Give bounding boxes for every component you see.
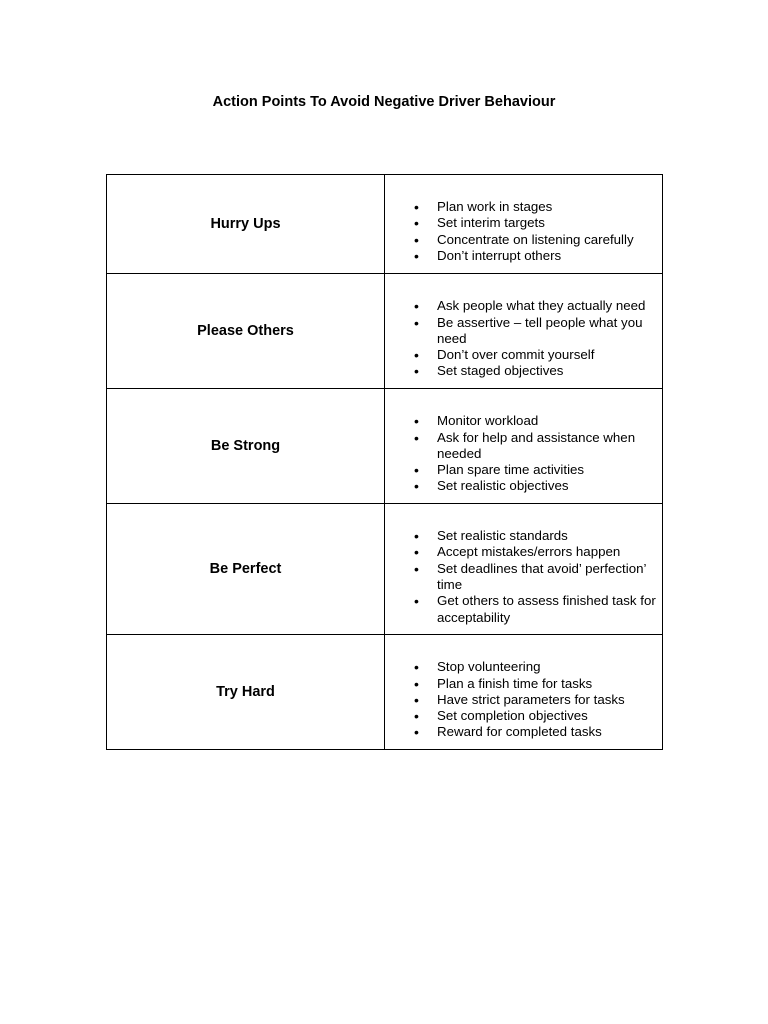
driver-cell-please-others: Please Others — [107, 274, 385, 389]
page-title: Action Points To Avoid Negative Driver Behaviour — [212, 94, 556, 110]
list-item: • Set realistic standards — [437, 528, 656, 544]
action-points-list — [385, 643, 662, 740]
list-item: • Reward for completed tasks — [437, 724, 656, 740]
table-row — [107, 175, 663, 274]
table-row — [107, 274, 663, 389]
table-row — [107, 389, 663, 504]
list-item: • Don’t over commit yourself — [437, 347, 656, 363]
action-points-list — [385, 282, 662, 379]
action-points-cell — [385, 635, 663, 750]
list-item: • Stop volunteering — [437, 659, 656, 675]
driver-cell-be-perfect: Be Perfect — [107, 504, 385, 635]
list-item: • Monitor workload — [437, 413, 656, 429]
action-points-table — [106, 174, 663, 750]
list-item: • Ask for help and assistance when needed — [437, 430, 656, 463]
table-row — [107, 504, 663, 635]
list-item: • Ask people what they actually need — [437, 298, 656, 314]
action-points-cell — [385, 504, 663, 635]
action-points-list — [385, 512, 662, 626]
action-points-list — [385, 397, 662, 494]
list-item: • Get others to assess finished task for acceptability — [437, 593, 656, 626]
action-points-cell — [385, 274, 663, 389]
list-item: • Have strict parameters for tasks — [437, 692, 656, 708]
action-points-cell — [385, 175, 663, 274]
list-item: • Set deadlines that avoid’ perfection’ time — [437, 561, 656, 594]
driver-cell-try-hard: Try Hard — [107, 635, 385, 750]
list-item: • Set realistic objectives — [437, 478, 656, 494]
list-item: • Be assertive – tell people what you need — [437, 315, 656, 348]
list-item: • Plan spare time activities — [437, 462, 656, 478]
list-item: • Set staged objectives — [437, 363, 656, 379]
list-item: • Set interim targets — [437, 215, 656, 231]
list-item: • Set completion objectives — [437, 708, 656, 724]
list-item: • Concentrate on listening carefully — [437, 232, 656, 248]
list-item: • Plan work in stages — [437, 199, 656, 215]
list-item: • Plan a finish time for tasks — [437, 676, 656, 692]
list-item: • Accept mistakes/errors happen — [437, 544, 656, 560]
action-points-cell — [385, 389, 663, 504]
driver-cell-hurry-ups: Hurry Ups — [107, 175, 385, 274]
action-points-list — [385, 184, 662, 264]
table-row — [107, 635, 663, 750]
driver-cell-be-strong: Be Strong — [107, 389, 385, 504]
list-item: • Don’t interrupt others — [437, 248, 656, 264]
